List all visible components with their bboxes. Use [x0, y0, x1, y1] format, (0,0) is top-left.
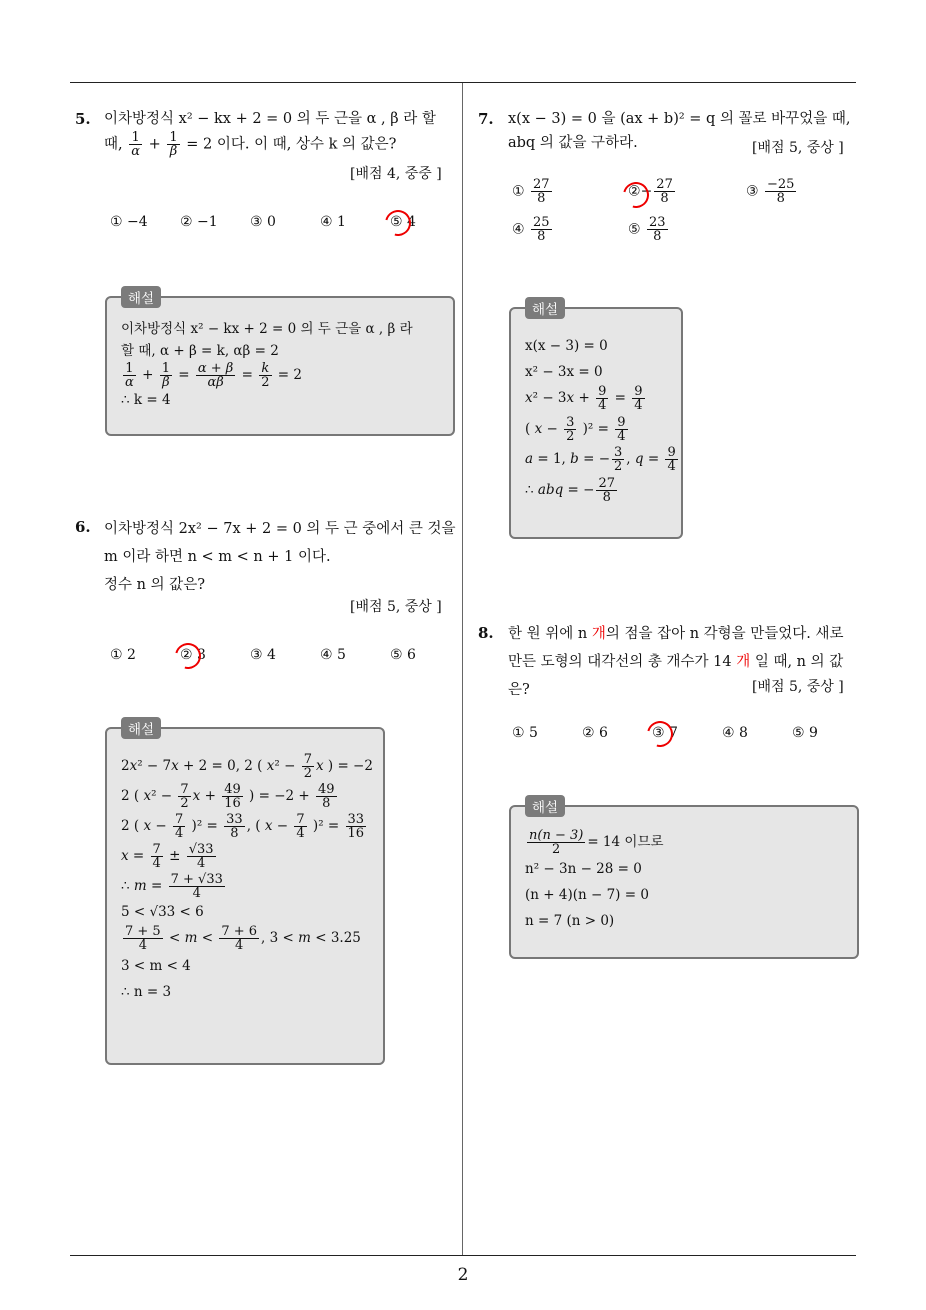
q8-solution-tag: 해설 — [525, 795, 565, 817]
bottom-rule — [70, 1255, 856, 1256]
top-rule — [70, 82, 856, 83]
q5-sol-line2: 할 때, α + β = k, αβ = 2 — [121, 343, 279, 359]
q6-choice-5[interactable]: ⑤ 6 — [390, 647, 416, 663]
q6-solution-box — [105, 722, 385, 1065]
q5-line2: 때, $\frac{1}{\alpha}$ + $\frac{1}{\beta}$ = 2 이다. 이 때, 상수 k 의 값은? — [104, 130, 397, 159]
q7-sol-line2: x² − 3x = 0 — [525, 364, 603, 380]
q6-choice-1[interactable]: ① 2 — [110, 647, 136, 663]
q7-sol-line4: ( x − $\frac{3}{2}$ )² = $\frac{9}{4}$ — [525, 415, 626, 444]
q5-solution-box — [105, 291, 455, 436]
q5-solution-tag: 해설 — [121, 286, 161, 308]
q8-choice-3[interactable]: ③ 7 — [652, 725, 678, 741]
q8-line3: 은? — [508, 682, 530, 698]
q5-choice-5[interactable]: ⑤ 4 — [390, 214, 416, 230]
q6-selected-mark — [170, 638, 206, 674]
q6-stem — [104, 515, 456, 599]
q6-sol-line8: 3 < m < 4 — [121, 958, 191, 974]
q8-sol-line4: n = 7 (n > 0) — [525, 913, 615, 929]
q7-choice-5[interactable]: ⑤ $\frac{23}{8}$ — [628, 215, 666, 244]
q8-choice-1[interactable]: ① 5 — [512, 725, 538, 741]
q6-meta: [배점 5, 중상 ] — [350, 599, 442, 615]
q6-sol-line2: 2 ( x² − $\frac{7}{2}$ x + $\frac{49}{16}$ ) = −2 + $\frac{49}{8}$ — [121, 782, 335, 811]
q6-sol-line9: ∴ n = 3 — [121, 984, 172, 1000]
q7-choice-3[interactable]: ③ $\frac{-25}{8}$ — [746, 177, 795, 206]
q8-choice-5[interactable]: ⑤ 9 — [792, 725, 818, 741]
q6-sol-line3: 2 ( x − $\frac{7}{4}$ )² = $\frac{33}{8}$ , ( x − $\frac{7}{4}$ )² = $\frac{33}{16}$ — [121, 812, 365, 841]
q8-line1: 한 원 위에 n 개의 점을 잡아 n 각형을 만들었다. 새로 — [508, 626, 844, 642]
q7-sol-line1: x(x − 3) = 0 — [525, 338, 608, 354]
q6-choice-3[interactable]: ③ 4 — [250, 647, 276, 663]
q7-choice-2[interactable]: ②− $\frac{27}{8}$ — [628, 177, 673, 206]
q5-sol-line4: ∴ k = 4 — [121, 392, 171, 408]
column-divider — [462, 83, 463, 1255]
q7-choice-1[interactable]: ① $\frac{27}{8}$ — [512, 177, 550, 206]
q5-choice-2[interactable]: ② −1 — [180, 214, 218, 230]
q5-sol-line3: $\frac{1}{\alpha}$ + $\frac{1}{\beta}$ = $\frac{\alpha + \beta}{\alpha\beta}$ = $\frac{k}{2}$ = 2 — [125, 361, 302, 390]
q8-sol-line3: (n + 4)(n − 7) = 0 — [525, 887, 649, 903]
q7-sol-line6: ∴ abq = − $\frac{27}{8}$ — [525, 476, 615, 505]
q8-sol-line2: n² − 3n − 28 = 0 — [525, 861, 642, 877]
page-number: 2 — [457, 1265, 469, 1285]
q5-selected-mark — [380, 205, 416, 241]
q8-meta: [배점 5, 중상 ] — [752, 679, 844, 695]
q7-sol-line3: x² − 3x + $\frac{9}{4}$ = $\frac{9}{4}$ — [525, 384, 643, 413]
q6-sol-line1: 2x² − 7x + 2 = 0, 2 ( x² − $\frac{7}{2}$ x ) = −2 — [121, 752, 373, 781]
q6-line2: m 이라 하면 n < m < n + 1 이다. — [104, 549, 331, 565]
q5-line1: 이차방정식 x² − kx + 2 = 0 의 두 근을 α , β 라 할 — [104, 111, 436, 127]
q6-line1: 이차방정식 2x² − 7x + 2 = 0 의 두 근 중에서 큰 것을 — [104, 521, 456, 537]
q8-solution-box — [509, 800, 859, 959]
q6-choice-2[interactable]: ② 3 — [180, 647, 206, 663]
q8-selected-mark — [642, 716, 678, 752]
q8-choice-4[interactable]: ④ 8 — [722, 725, 748, 741]
q8-choice-2[interactable]: ② 6 — [582, 725, 608, 741]
q6-solution-tag: 해설 — [121, 717, 161, 739]
q7-solution-tag: 해설 — [525, 297, 565, 319]
q6-choice-4[interactable]: ④ 5 — [320, 647, 346, 663]
q7-meta: [배점 5, 중상 ] — [752, 140, 844, 156]
q7-line2: abq 의 값을 구하라. — [508, 135, 638, 151]
q8-number: 8. — [478, 624, 494, 642]
q7-line1: x(x − 3) = 0 을 (ax + b)² = q 의 꼴로 바꾸었을 때, — [508, 111, 851, 127]
q6-sol-line5: ∴ m = $\frac{7 + √33}{4}$ — [121, 872, 223, 901]
q5-stem — [104, 107, 454, 158]
q7-choice-4[interactable]: ④ $\frac{25}{8}$ — [512, 215, 550, 244]
q8-sol-line1: $\frac{n(n - 3)}{2}$ = 14 이므로 — [529, 828, 664, 857]
q7-solution-box — [509, 302, 683, 539]
q6-sol-line7: $\frac{7 + 5}{4}$ < m < $\frac{7 + 6}{4}$ , 3 < m < 3.25 — [125, 924, 361, 953]
q5-choice-3[interactable]: ③ 0 — [250, 214, 276, 230]
q6-sol-line4: x = $\frac{7}{4}$ ± $\frac{√33}{4}$ — [121, 842, 214, 871]
q5-sol-line1: 이차방정식 x² − kx + 2 = 0 의 두 근을 α , β 라 — [121, 321, 413, 337]
q5-number: 5. — [75, 110, 91, 128]
q6-line3: 정수 n 의 값은? — [104, 577, 205, 593]
q6-number: 6. — [75, 518, 91, 536]
q6-sol-line6: 5 < √33 < 6 — [121, 904, 204, 920]
q8-line2: 만든 도형의 대각선의 총 개수가 14 개 일 때, n 의 값 — [508, 654, 844, 670]
q7-sol-line5: a = 1, b = − $\frac{3}{2}$ , q = $\frac{9}{4}$ — [525, 445, 676, 474]
q5-meta: [배점 4, 중중 ] — [350, 166, 442, 182]
q7-number: 7. — [478, 110, 494, 128]
q5-choice-1[interactable]: ① −4 — [110, 214, 148, 230]
q5-choice-4[interactable]: ④ 1 — [320, 214, 346, 230]
